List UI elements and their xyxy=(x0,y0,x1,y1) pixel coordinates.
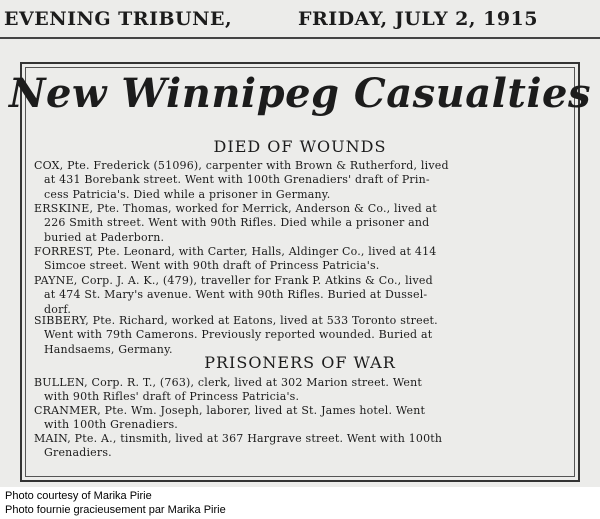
entry-line: MAIN, Pte. A., tinsmith, lived at 367 Hargrave street. Went with 100th xyxy=(34,432,443,445)
article-headline: New Winnipeg Casualties xyxy=(8,70,592,117)
prisoner-entry-bullen xyxy=(34,376,576,405)
entry-line: with 100th Grenadiers. xyxy=(44,418,178,432)
section-title-died-of-wounds: DIED OF WOUNDS xyxy=(213,137,387,156)
entry-line: ERSKINE, Pte. Thomas, worked for Merrick, Anderson & Co., lived at xyxy=(34,202,437,215)
photo-credit-english: Photo courtesy of Marika Pirie xyxy=(5,490,152,502)
entry-line: Handsaems, Germany. xyxy=(44,342,173,356)
entry-line: at 474 St. Mary's avenue. Went with 90th Rifles. Buried at Dussel- xyxy=(44,288,428,302)
entry-line: PAYNE, Corp. J. A. K., (479), traveller for Frank P. Atkins & Co., lived xyxy=(34,274,433,287)
entry-line: at 431 Borebank street. Went with 100th Grenadiers' draft of Prin- xyxy=(44,173,430,187)
entry-line: cess Patricia's. Died while a prisoner in Germany. xyxy=(44,187,331,201)
entry-line: dorf. xyxy=(44,302,72,316)
entry-line: COX, Pte. Frederick (51096), carpenter with Brown & Rutherford, lived xyxy=(34,159,449,172)
casualty-entry-payne xyxy=(34,274,576,317)
entry-line: buried at Paderborn. xyxy=(44,230,165,244)
entry-line: FORREST, Pte. Leonard, with Carter, Halls, Aldinger Co., lived at 414 xyxy=(34,245,437,258)
entry-line: with 90th Rifles' draft of Princess Patricia's. xyxy=(44,390,300,404)
newspaper-name: EVENING TRIBUNE, xyxy=(4,8,233,30)
casualty-entry-forrest xyxy=(34,245,576,274)
masthead-rule xyxy=(0,37,600,39)
entry-line: Went with 79th Camerons. Previously reported wounded. Buried at xyxy=(44,328,433,342)
entry-line: SIBBERY, Pte. Richard, worked at Eatons, lived at 533 Toronto street. xyxy=(34,314,438,327)
casualty-entry-cox xyxy=(34,159,576,202)
photo-credit-french: Photo fournie gracieusement par Marika Pirie xyxy=(5,504,226,516)
entry-line: BULLEN, Corp. R. T., (763), clerk, lived at 302 Marion street. Went xyxy=(34,376,423,389)
issue-date: FRIDAY, JULY 2, 1915 xyxy=(298,8,538,30)
casualty-entry-erskine xyxy=(34,202,576,245)
entry-line: 226 Smith street. Went with 90th Rifles. Died while a prisoner and xyxy=(44,216,430,230)
prisoner-entry-cranmer xyxy=(34,404,576,433)
entry-line: Simcoe street. Went with 90th draft of Princess Patricia's. xyxy=(44,259,380,273)
masthead xyxy=(0,6,600,34)
casualty-entry-sibbery xyxy=(34,314,576,357)
prisoner-entry-main xyxy=(34,432,576,461)
section-title-prisoners-of-war: PRISONERS OF WAR xyxy=(204,353,396,372)
entry-line: CRANMER, Pte. Wm. Joseph, laborer, lived at St. James hotel. Went xyxy=(34,404,426,417)
entry-line: Grenadiers. xyxy=(44,446,112,460)
